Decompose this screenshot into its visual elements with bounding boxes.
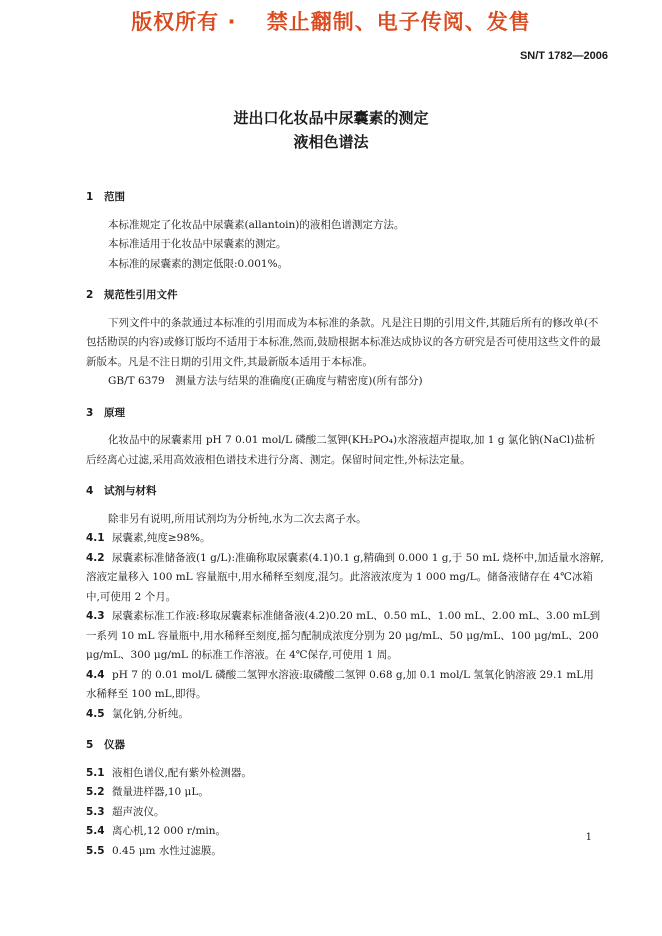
paragraph: 下列文件中的条款通过本标准的引用而成为本标准的条款。凡是注日期的引用文件,其随后所有的修改单(不包括勘误的内容)或修订版均不适用于本标准,然而,鼓励根据本标准达成协议的各方研究是否可使用这些文件的最新版本。凡是不注日期的引用文件,其最新版本适用于本标准。 (86, 316, 601, 368)
paragraph: 除非另有说明,所用试剂均为分析纯,水为二次去离子水。 (108, 512, 367, 525)
paragraph: 本标准适用于化妆品中尿囊素的测定。 (108, 238, 287, 250)
paragraph: 本标准规定了化妆品中尿囊素(allantoin)的液相色谱测定方法。 (108, 218, 405, 231)
list-item: 4.1 尿囊素,纯度≥98%。 (86, 532, 211, 544)
title-line-1: 进出口化妆品中尿囊素的测定 (233, 109, 429, 127)
list-item: 5.4 离心机,12 000 r/min。 (86, 825, 227, 837)
document-body (86, 188, 604, 873)
list-item: 4.2 尿囊素标准储备液(1 g/L):准确称取尿囊素(4.1)0.1 g,精确到 0.000 1 g,于 50 mL 烧杯中,加适量水溶解,溶液定量移入 100 mL 容量瓶中,用水稀释至刻度,混匀。此溶液浓度为 1 000 mg/L。储备液储存在 4℃冰箱中,可使用 2 个月。 (86, 551, 604, 603)
section-title: 规范性引用文件 (104, 289, 178, 301)
document-title (0, 106, 662, 154)
section-heading-4 (86, 482, 604, 502)
section-title: 原理 (104, 406, 125, 419)
section-heading-5 (86, 736, 604, 756)
section-heading-3 (86, 404, 604, 424)
standard-code: SN/T 1782—2006 (519, 50, 608, 62)
watermark: 版权所有 · 禁止翻制、电子传阅、发售 (131, 10, 531, 34)
section-title: 范围 (104, 191, 125, 203)
section-number: 2 (86, 289, 94, 301)
section-number: 3 (86, 406, 94, 419)
section-heading-1 (86, 188, 604, 208)
list-item: 4.4 pH 7 的 0.01 mol/L 磷酸二氢钾水溶液:取磷酸二氢钾 0.68 g,加 0.1 mol/L 氢氧化钠溶液 29.1 mL用水稀释至 100 mL,即得。 (86, 668, 594, 700)
section-5-body (86, 764, 604, 862)
section-title: 试剂与材料 (104, 485, 157, 497)
section-3-body (86, 431, 604, 470)
list-item: 5.5 0.45 μm 水性过滤膜。 (86, 844, 222, 857)
paragraph: 本标准的尿囊素的测定低限:0.001%。 (108, 257, 289, 270)
list-item: 5.1 液相色谱仪,配有紫外检测器。 (86, 766, 252, 779)
list-item: 5.2 微量进样器,10 μL。 (86, 786, 209, 798)
section-4-body (86, 510, 604, 725)
page-number: 1 (585, 832, 592, 843)
section-number: 1 (86, 191, 94, 203)
section-2-body (86, 314, 604, 392)
section-1-body (86, 216, 604, 275)
list-item: 5.3 超声波仪。 (86, 805, 165, 818)
normative-reference: GB/T 6379 测量方法与结果的准确度(正确度与精密度)(所有部分) (108, 375, 423, 387)
list-item: 4.3 尿囊素标准工作液:移取尿囊素标准储备液(4.2)0.20 mL、0.50 mL、1.00 mL、2.00 mL、3.00 mL到一系列 10 mL 容量瓶中,用水稀释至刻度,摇匀配制成浓度分别为 20 μg/mL、50 μg/mL、100 μg/mL、200 μg/mL、300 μg/mL 的标准工作溶液。在 4℃保存,可使用 1 周。 (86, 610, 601, 661)
section-title: 仪器 (104, 739, 125, 751)
paragraph: 化妆品中的尿囊素用 pH 7 0.01 mol/L 磷酸二氢钾(KH₂PO₄)水溶液超声提取,加 1 g 氯化钠(NaCl)盐析后经离心过滤,采用高效液相色谱技术进行分离、测定。保留时间定性,外标法定量。 (86, 434, 596, 466)
section-number: 5 (86, 739, 94, 751)
section-number: 4 (86, 485, 94, 497)
list-item: 4.5 氯化钠,分析纯。 (86, 707, 189, 720)
title-line-2: 液相色谱法 (293, 133, 369, 151)
section-heading-2 (86, 286, 604, 306)
